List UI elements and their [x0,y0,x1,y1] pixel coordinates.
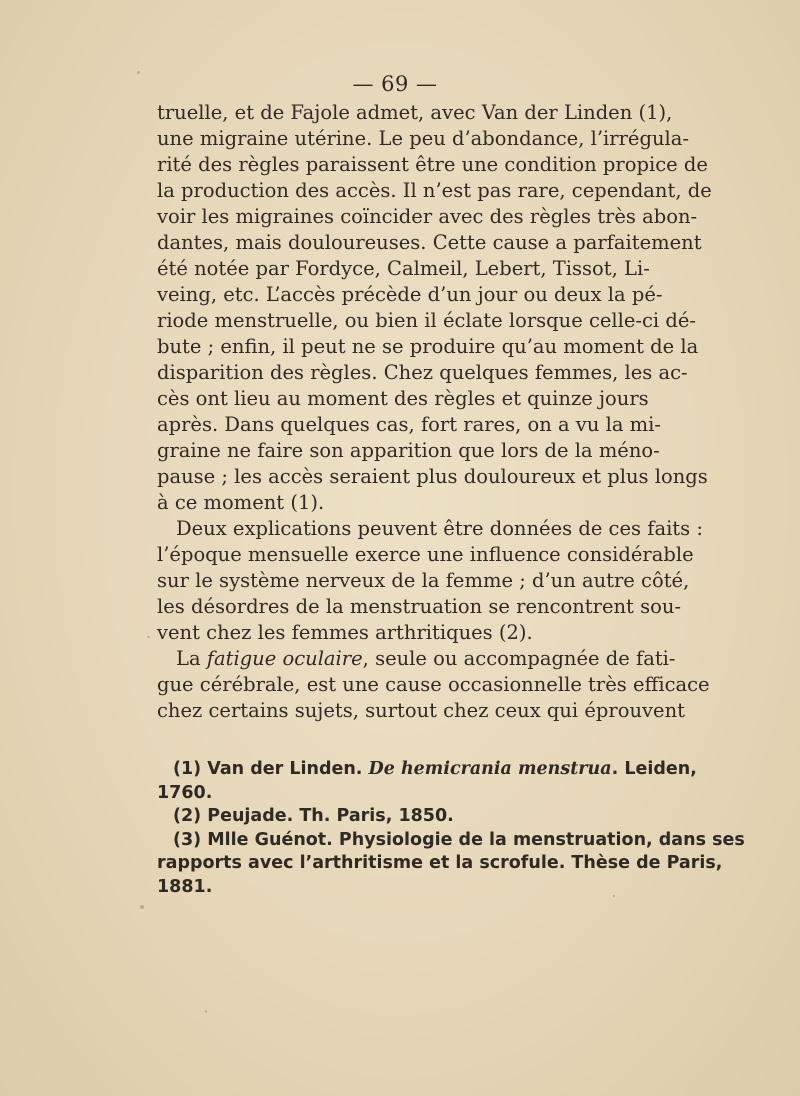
footnote-1-cont: 1760. [157,782,213,803]
text-line: bute ; enfin, il peut ne se produire qu’au moment de la [157,335,699,358]
paragraph-2 [157,516,703,646]
text-segment: La [176,647,207,670]
text-line: les désordres de la menstruation se rencontrent sou- [157,595,681,618]
text-line: truelle, et de Fajole admet, avec Van der Linden (1), [157,101,673,124]
paragraph-3 [157,646,710,724]
text-line: l’époque mensuelle exerce une influence considérable [157,543,694,566]
footnote-text: . Leiden, [611,759,697,779]
text-line: une migraine utérine. Le peu d’abondance, l’irrégula- [157,127,689,150]
text-line: sur le système nerveux de la femme ; d’un autre côté, [157,569,690,592]
paper-speck [613,895,615,897]
text-line: voir les migraines coïncider avec des règles très abon- [157,205,698,228]
text-line: dantes, mais douloureuses. Cette cause a parfaitement [157,231,702,254]
footnote-1 [157,758,697,782]
text-line: été notée par Fordyce, Calmeil, Lebert, Tissot, Li- [157,257,650,280]
footnotes [157,758,745,899]
text-line: après. Dans quelques cas, fort rares, on a vu la mi- [157,413,661,436]
text-line [157,646,676,672]
paper-speck [140,905,144,909]
text-line: vent chez les femmes arthritiques (2). [157,621,533,644]
italic-term: fatigue oculaire [206,647,363,670]
footnote-2: (2) Peujade. Th. Paris, 1850. [173,806,454,826]
text-line: disparition des règles. Chez quelques femmes, les ac- [157,361,688,384]
footnote-3-cont: rapports avec l’arthritisme et la scrofule. Thèse de Paris, [157,853,723,873]
text-line: à ce moment (1). [157,491,325,514]
text-line: graine ne faire son apparition que lors de la méno- [157,439,660,462]
paper-speck [205,1010,207,1013]
text-line: pause ; les accès seraient plus douloureux et plus longs [157,465,708,488]
text-line: cès ont lieu au moment des règles et quinze jours [157,387,649,410]
footnote-text: (1) Van der Linden. [173,759,369,779]
paper-speck [137,71,140,74]
text-line: chez certains sujets, surtout chez ceux qui éprouvent [157,699,685,722]
page-number: — 69 — [352,72,438,96]
text-line: veing, etc. L’accès précède d’un jour ou deux la pé- [157,283,663,306]
text-segment: , seule ou accompagnée de fati- [362,647,676,670]
footnote-title: De hemicrania menstrua [368,759,612,779]
footnote-3: (3) Mlle Guénot. Physiologie de la menstruation, dans ses [173,829,745,850]
text-line: la production des accès. Il n’est pas rare, cependant, de [157,179,712,202]
footnote-3-end: 1881. [157,876,213,897]
text-line: Deux explications peuvent être données de ces faits : [176,517,703,540]
text-line: gue cérébrale, est une cause occasionnelle très efficace [157,673,710,696]
paragraph-1 [157,100,712,516]
text-line: rité des règles paraissent être une condition propice de [157,153,708,176]
body-text [157,100,712,724]
paper-speck [147,636,150,638]
text-line: riode menstruelle, ou bien il éclate lorsque celle-ci dé- [157,309,696,332]
